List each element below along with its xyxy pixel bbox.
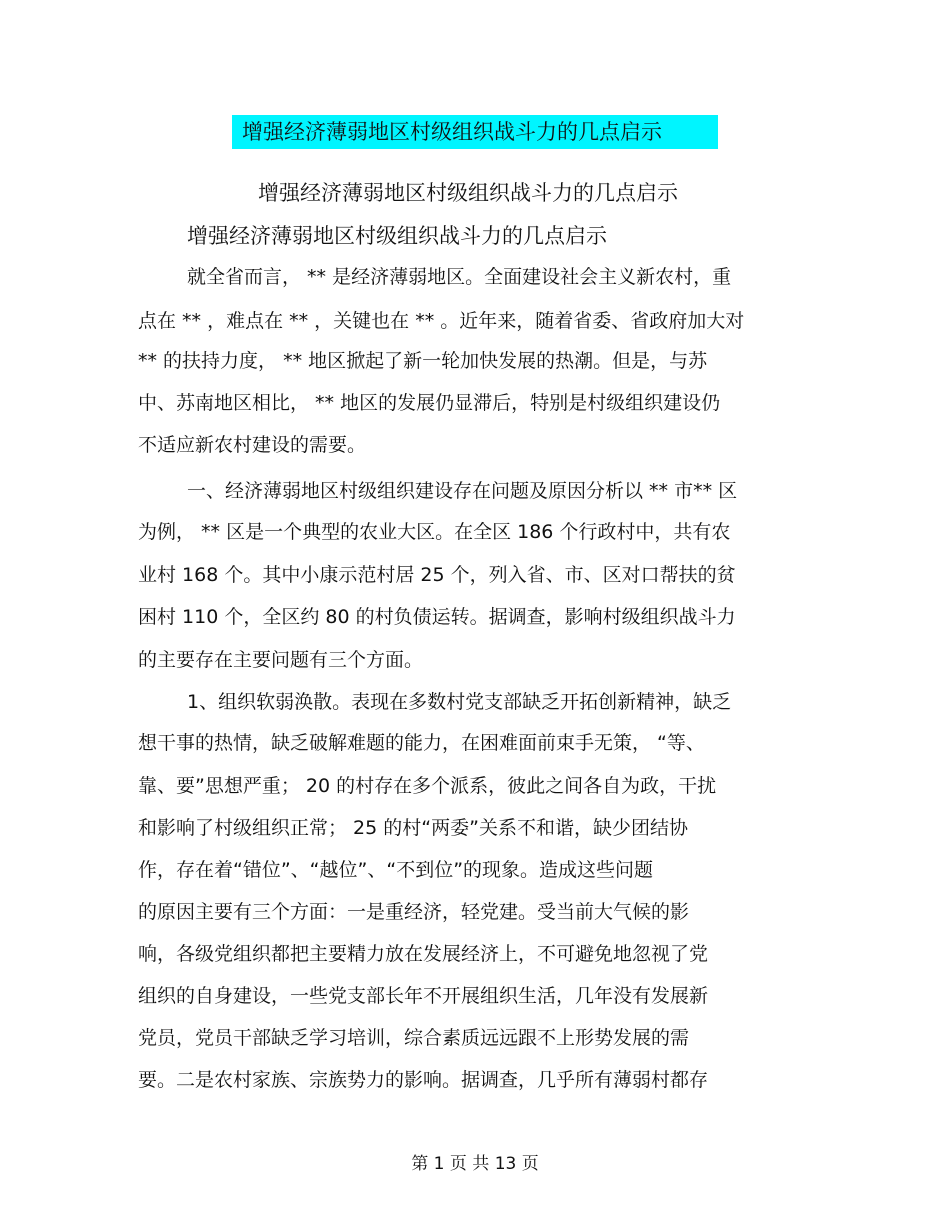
body-line: 想干事的热情，缺乏破解难题的能力，在困难面前束手无策， “等、 bbox=[138, 732, 705, 754]
body-line: 为例， ** 区是一个典型的农业大区。在全区 186 个行政村中，共有农 bbox=[138, 521, 731, 543]
body-line: 不适应新农村建设的需要。 bbox=[138, 434, 367, 456]
body-line: 靠、要”思想严重； 20 的村存在多个派系，彼此之间各自为政，干扰 bbox=[138, 775, 717, 797]
body-line: 业村 168 个。其中小康示范村居 25 个，列入省、市、区对口帮扶的贫 bbox=[138, 564, 736, 586]
body-line: 困村 110 个，全区约 80 的村负债运转。据调查，影响村级组织战斗力 bbox=[138, 606, 736, 628]
body-line: 和影响了村级组织正常； 25 的村“两委”关系不和谐，缺少团结协 bbox=[138, 817, 688, 839]
body-line: 的原因主要有三个方面：一是重经济，轻党建。受当前大气候的影 bbox=[138, 901, 690, 923]
body-line: 要。二是农村家族、宗族势力的影响。据调查，几乎所有薄弱村都存 bbox=[138, 1069, 709, 1091]
page-title: 增强经济薄弱地区村级组织战斗力的几点启示 bbox=[232, 115, 718, 149]
body-line: 的主要存在主要问题有三个方面。 bbox=[138, 649, 424, 671]
body-line: 作，存在着“错位”、“越位”、“不到位”的现象。造成这些问题 bbox=[138, 859, 654, 881]
body-line: 中、苏南地区相比， ** 地区的发展仍显滞后，特别是村级组织建设仍 bbox=[138, 392, 721, 414]
body-line: 党员，党员干部缺乏学习培训，综合素质远远跟不上形势发展的需 bbox=[138, 1027, 690, 1049]
body-line: ** 的扶持力度， ** 地区掀起了新一轮加快发展的热潮。但是，与苏 bbox=[138, 350, 708, 372]
body-line: 就全省而言， ** 是经济薄弱地区。全面建设社会主义新农村，重 bbox=[187, 266, 732, 288]
body-line: 组织的自身建设，一些党支部长年不开展组织生活，几年没有发展新 bbox=[138, 985, 709, 1007]
page-indicator: 第 1 页 共 13 页 bbox=[411, 1154, 539, 1174]
body-line: 点在 ** ，难点在 ** ，关键也在 ** 。近年来，随着省委、省政府加大对 bbox=[138, 310, 745, 332]
body-line: 一、经济薄弱地区村级组织建设存在问题及原因分析以 ** 市** 区 bbox=[187, 480, 738, 502]
body-line: 响，各级党组织都把主要精力放在发展经济上，不可避免地忽视了党 bbox=[138, 943, 709, 965]
body-line: 1、组织软弱涣散。表现在多数村党支部缺乏开拓创新精神，缺乏 bbox=[187, 691, 732, 713]
subtitle-indented: 增强经济薄弱地区村级组织战斗力的几点启示 bbox=[187, 224, 607, 248]
subtitle-centered: 增强经济薄弱地区村级组织战斗力的几点启示 bbox=[258, 181, 678, 205]
